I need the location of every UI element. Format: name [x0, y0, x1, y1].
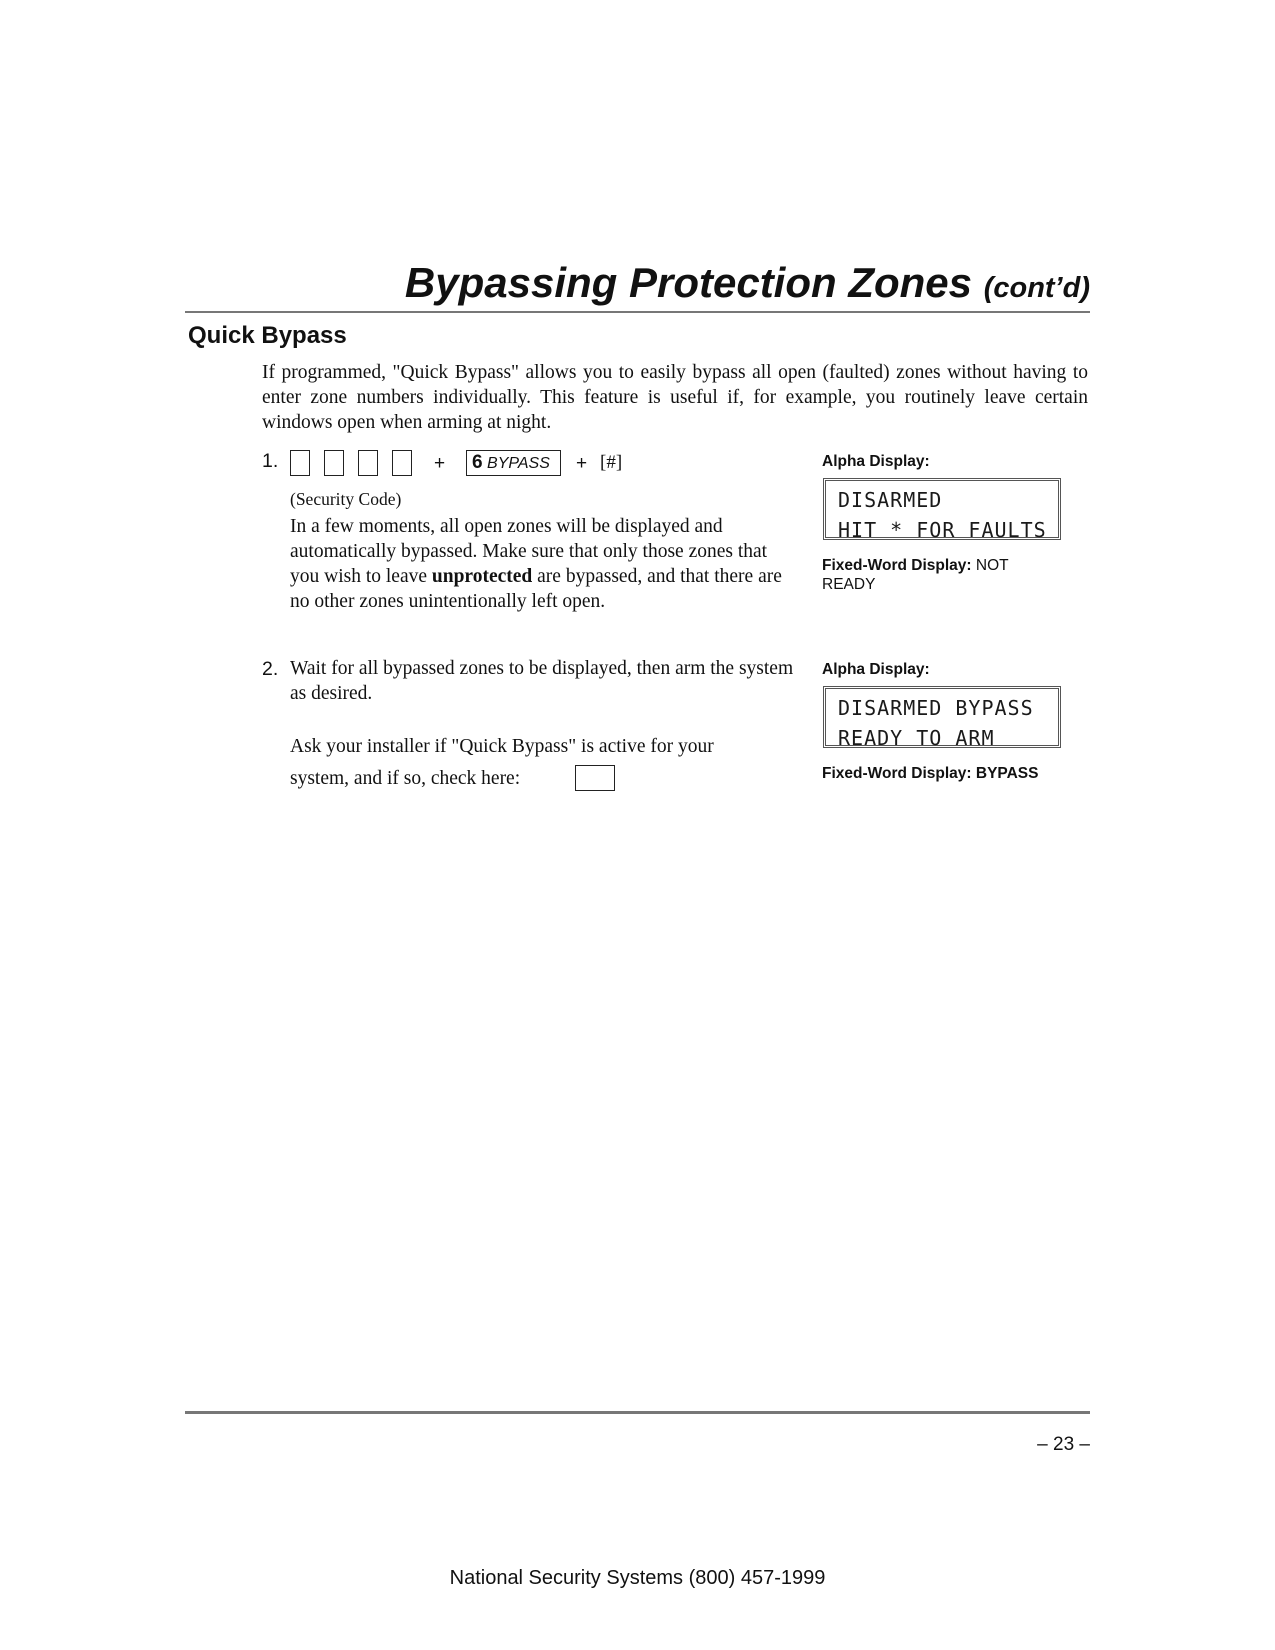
step2-number: 2.: [262, 658, 279, 680]
step1-text-part2: are bypassed, and that there are no other zones unintentionally left open.: [290, 566, 782, 612]
alpha-display-label: Alpha Display:: [822, 453, 930, 470]
page-number: – 23 –: [1037, 1434, 1090, 1455]
fixed-word-label: Fixed-Word Display:: [822, 557, 972, 574]
alpha-display-screen: [823, 686, 1061, 748]
bottom-rule: [185, 1411, 1090, 1414]
alpha-display-screen: [823, 478, 1061, 540]
fixed-word-value: NOT READY: [822, 557, 1009, 593]
quick-bypass-checkbox[interactable]: [575, 765, 615, 791]
code-digit-box: [290, 450, 310, 476]
plus-sign: +: [434, 453, 446, 474]
step1-text: [290, 514, 790, 614]
step1-number: 1.: [262, 450, 279, 472]
step1-text-bold: unprotected: [431, 566, 533, 587]
lcd-line-1: DISARMED: [838, 488, 943, 512]
intro-paragraph: If programmed, "Quick Bypass" allows you to easily bypass all open (faulted) zones without having to enter zone numbers individually. This feature is useful if, for example, you routinely leave certain windows open when arming at night.: [262, 362, 1088, 433]
plus-sign: +: [576, 453, 588, 474]
bypass-key-label: BYPASS: [487, 455, 550, 472]
step2-text: Wait for all bypassed zones to be displayed, then arm the system as desired.: [290, 658, 794, 704]
title-main: Bypassing Protection Zones: [404, 259, 973, 306]
hash-key: [#]: [600, 452, 623, 473]
step1-text-part1: In a few moments, all open zones will be displayed and automatically bypassed. Make sure that only those zones that you wish to leave: [290, 516, 768, 587]
step2-ask-line1: Ask your installer if "Quick Bypass" is active for your: [290, 736, 714, 757]
security-code-caption: (Security Code): [290, 489, 402, 509]
page-title: [185, 258, 1090, 313]
alpha-display-label: Alpha Display:: [822, 661, 930, 678]
footer-text: National Security Systems (800) 457-1999: [449, 1567, 826, 1589]
fixed-word-display-text: [822, 764, 1038, 783]
code-digit-box: [324, 450, 344, 476]
section-heading: Quick Bypass: [188, 322, 347, 349]
code-digit-box: [392, 450, 412, 476]
bypass-key: [466, 450, 561, 476]
fixed-word-display-text: [822, 556, 1052, 594]
fixed-word-label: Fixed-Word Display:: [822, 765, 972, 782]
code-digit-box: [358, 450, 378, 476]
fixed-word-value: BYPASS: [975, 765, 1039, 782]
title-rule: [185, 311, 1090, 313]
lcd-line-2: READY TO ARM: [838, 726, 995, 750]
lcd-line-2: HIT * FOR FAULTS: [838, 518, 1047, 542]
step2-ask-line2: system, and if so, check here:: [290, 768, 521, 789]
bypass-key-number: 6: [472, 452, 483, 473]
title-sub: (cont’d): [983, 272, 1090, 304]
lcd-line-1: DISARMED BYPASS: [838, 696, 1034, 720]
